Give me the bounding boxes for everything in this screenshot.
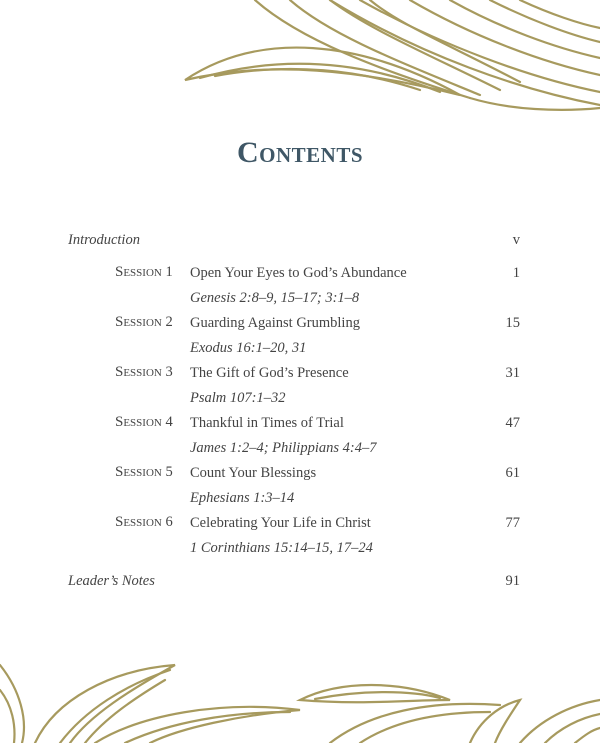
session-4-scripture: James 1:2–4; Philippians 4:4–7 [190, 440, 377, 456]
session-6-scripture: 1 Corinthians 15:14–15, 17–24 [190, 540, 373, 556]
session-word: Session [115, 414, 162, 430]
session-2-title: Guarding Against Grumbling [190, 315, 360, 331]
session-word: Session [115, 514, 162, 530]
introduction-page: v [512, 232, 520, 248]
session-6-page: 77 [505, 515, 520, 531]
session-word: Session [115, 364, 162, 380]
session-number: 1 [165, 264, 173, 280]
leaders-notes-label: Leader’s Notes [68, 573, 155, 589]
leaders-notes-page: 91 [505, 573, 520, 589]
session-1-page: 1 [512, 265, 520, 281]
session-2-scripture: Exodus 16:1–20, 31 [190, 340, 307, 356]
session-1-title: Open Your Eyes to God’s Abundance [190, 265, 407, 281]
session-1-scripture: Genesis 2:8–9, 15–17; 3:1–8 [190, 290, 360, 306]
session-3-page: 31 [505, 365, 520, 381]
session-2-label [115, 314, 173, 331]
session-4-label [115, 414, 173, 431]
session-number: 4 [165, 414, 173, 430]
session-number: 2 [165, 314, 173, 330]
session-word: Session [115, 264, 162, 280]
session-5-title: Count Your Blessings [190, 465, 317, 481]
session-5-page: 61 [505, 465, 520, 481]
session-5-label [115, 464, 173, 481]
session-3-label [115, 364, 173, 381]
session-6-label [115, 514, 173, 531]
session-2-page: 15 [505, 315, 520, 331]
session-6-title: Celebrating Your Life in Christ [190, 515, 371, 531]
introduction-label: Introduction [68, 232, 140, 248]
session-4-title: Thankful in Times of Trial [190, 415, 344, 431]
session-number: 5 [165, 464, 173, 480]
session-number: 6 [165, 514, 173, 530]
session-1-label [115, 264, 173, 281]
page-title: Contents [236, 136, 364, 169]
session-word: Session [115, 464, 162, 480]
session-word: Session [115, 314, 162, 330]
session-5-scripture: Ephesians 1:3–14 [190, 490, 295, 506]
session-number: 3 [165, 364, 173, 380]
session-3-title: The Gift of God’s Presence [190, 365, 349, 381]
session-4-page: 47 [505, 415, 520, 431]
session-3-scripture: Psalm 107:1–32 [190, 390, 286, 406]
